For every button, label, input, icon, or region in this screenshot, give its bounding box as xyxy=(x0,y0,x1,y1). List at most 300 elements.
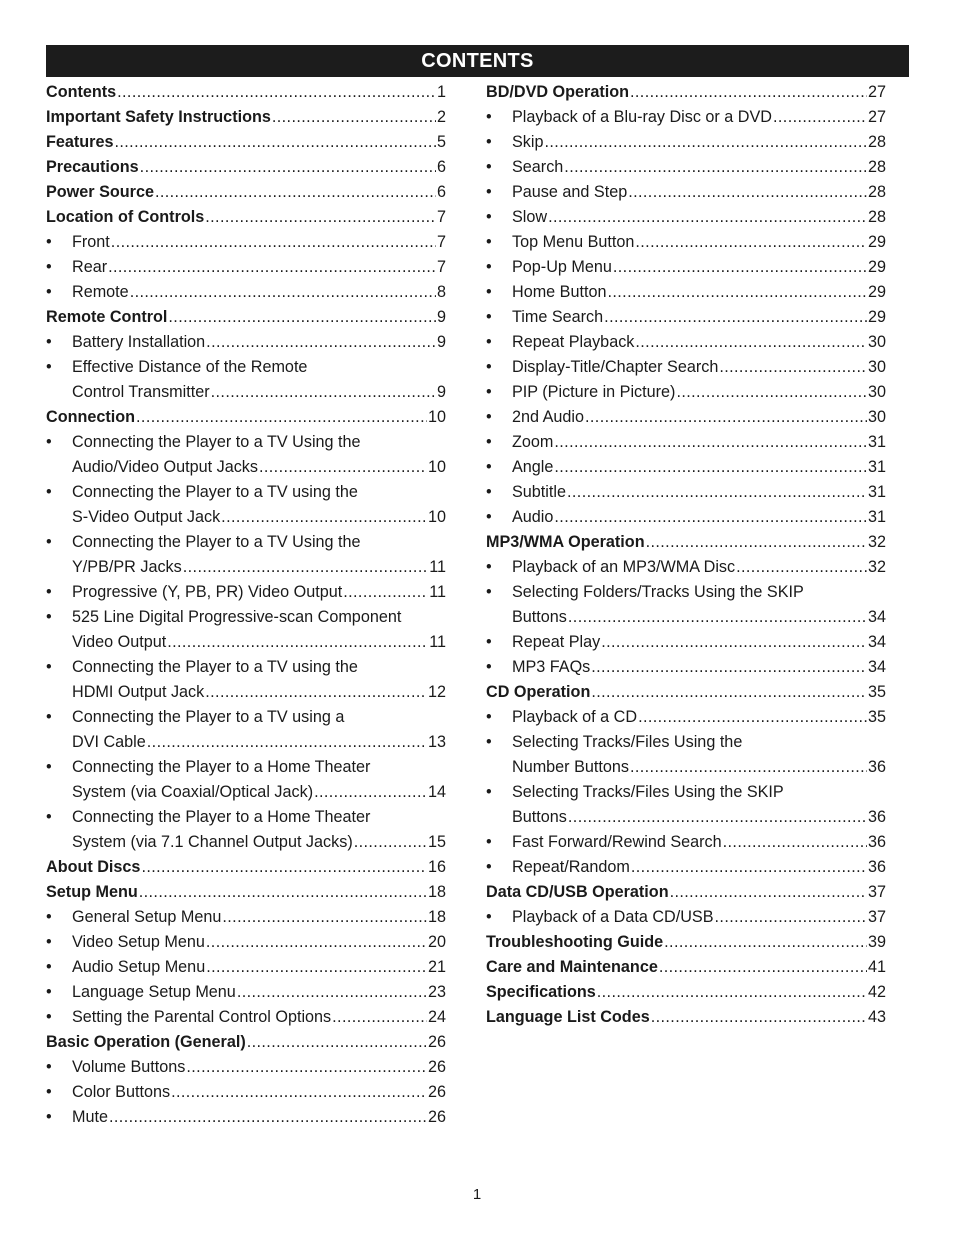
toc-page-number: 5 xyxy=(436,133,446,151)
toc-entry-label: Time Search xyxy=(512,308,604,326)
toc-subentry xyxy=(486,655,886,680)
toc-entry-label: Precautions xyxy=(46,158,139,176)
bullet-icon: • xyxy=(486,583,492,601)
toc-page-number: 30 xyxy=(867,383,886,401)
toc-entry-line xyxy=(72,930,446,955)
toc-entry-label: BD/DVD Operation xyxy=(486,83,630,101)
toc-entry-line xyxy=(72,580,446,605)
toc-section-entry xyxy=(46,130,446,155)
toc-page-number: 7 xyxy=(436,258,446,276)
dot-leader xyxy=(638,705,867,730)
toc-entry-label: Color Buttons xyxy=(72,1083,171,1101)
bullet-icon: • xyxy=(46,233,52,251)
toc-entry-label: Repeat/Random xyxy=(512,858,630,876)
toc-entry-label: Video Output xyxy=(72,633,167,651)
toc-entry-label: Battery Installation xyxy=(72,333,206,351)
toc-entry-line xyxy=(72,1055,446,1080)
dot-leader xyxy=(354,830,427,855)
dot-leader xyxy=(635,230,867,255)
dot-leader xyxy=(259,455,427,480)
dot-leader xyxy=(211,380,436,405)
bullet-icon: • xyxy=(486,183,492,201)
bullet-icon: • xyxy=(486,858,492,876)
toc-page-number: 34 xyxy=(867,608,886,626)
toc-section-entry xyxy=(486,980,886,1005)
dot-leader xyxy=(554,455,867,480)
toc-entry-label: Number Buttons xyxy=(512,758,629,776)
contents-header xyxy=(46,45,909,77)
toc-entry-line xyxy=(512,330,886,355)
toc-subentry xyxy=(486,280,886,305)
toc-subentry xyxy=(46,555,446,580)
toc-entry-label: Remote xyxy=(72,283,129,301)
toc-page-number: 35 xyxy=(867,683,886,701)
dot-leader xyxy=(601,630,867,655)
toc-subentry xyxy=(486,480,886,505)
bullet-icon: • xyxy=(46,658,52,676)
dot-leader xyxy=(664,930,867,955)
toc-entry-line xyxy=(512,380,886,405)
dot-leader xyxy=(545,130,867,155)
toc-subentry xyxy=(486,130,886,155)
toc-page-number: 29 xyxy=(867,283,886,301)
toc-page-number: 21 xyxy=(427,958,446,976)
toc-page-number: 28 xyxy=(867,133,886,151)
toc-subentry xyxy=(486,755,886,780)
toc-subentry xyxy=(486,805,886,830)
toc-subentry xyxy=(46,630,446,655)
toc-subentry xyxy=(46,780,446,805)
dot-leader xyxy=(719,355,867,380)
toc-entry-line xyxy=(512,480,886,505)
bullet-icon: • xyxy=(46,283,52,301)
toc-entry-label: Playback of a Blu-ray Disc or a DVD xyxy=(512,108,772,126)
dot-leader xyxy=(597,980,867,1005)
bullet-icon: • xyxy=(46,958,52,976)
dot-leader xyxy=(676,380,867,405)
toc-page-number: 20 xyxy=(427,933,446,951)
toc-entry-label: Zoom xyxy=(512,433,554,451)
toc-page-number: 29 xyxy=(867,308,886,326)
bullet-icon: • xyxy=(46,1083,52,1101)
toc-entry-line xyxy=(486,80,886,105)
toc-entry-label: Care and Maintenance xyxy=(486,958,658,976)
bullet-icon: • xyxy=(486,408,492,426)
dot-leader xyxy=(613,255,867,280)
toc-entry-line xyxy=(512,630,886,655)
toc-entry-line xyxy=(46,180,446,205)
toc-section-entry xyxy=(46,405,446,430)
toc-page-number: 26 xyxy=(427,1058,446,1076)
toc-subentry xyxy=(46,605,446,630)
toc-entry-line xyxy=(72,280,446,305)
toc-subentry xyxy=(486,405,886,430)
toc-entry-line xyxy=(512,555,886,580)
toc-subentry xyxy=(46,655,446,680)
toc-entry-label: Angle xyxy=(512,458,554,476)
bullet-icon: • xyxy=(46,933,52,951)
toc-entry-label: Power Source xyxy=(46,183,154,201)
toc-entry-line xyxy=(486,880,886,905)
dot-leader xyxy=(183,555,428,580)
toc-page-number: 27 xyxy=(867,108,886,126)
toc-subentry xyxy=(486,255,886,280)
bullet-icon: • xyxy=(46,1008,52,1026)
toc-entry-line xyxy=(46,1030,446,1055)
toc-entry-line xyxy=(46,80,446,105)
toc-entry-label: Playback of a Data CD/USB xyxy=(512,908,714,926)
toc-section-entry xyxy=(46,180,446,205)
toc-subentry xyxy=(46,680,446,705)
toc-entry-label: Progressive (Y, PB, PR) Video Output xyxy=(72,583,343,601)
toc-page-number: 14 xyxy=(427,783,446,801)
toc-entry-line xyxy=(486,1005,886,1030)
dot-leader xyxy=(631,855,867,880)
toc-section-entry xyxy=(486,955,886,980)
dot-leader xyxy=(205,205,436,230)
toc-page-number: 10 xyxy=(427,508,446,526)
toc-subentry xyxy=(46,1005,446,1030)
toc-entry-label: Buttons xyxy=(512,808,567,826)
toc-entry-label: Connecting the Player to a TV using a xyxy=(72,708,345,726)
bullet-icon: • xyxy=(486,158,492,176)
toc-subentry xyxy=(46,255,446,280)
toc-page-number: 30 xyxy=(867,333,886,351)
toc-page-number: 31 xyxy=(867,483,886,501)
toc-page-number: 27 xyxy=(867,83,886,101)
toc-entry-line xyxy=(486,930,886,955)
toc-page-number: 34 xyxy=(867,633,886,651)
dot-leader xyxy=(628,180,867,205)
toc-entry-line xyxy=(512,430,886,455)
bullet-icon: • xyxy=(46,1058,52,1076)
dot-leader xyxy=(186,1055,427,1080)
toc-entry-line xyxy=(72,505,446,530)
bullet-icon: • xyxy=(486,708,492,726)
toc-subentry xyxy=(46,905,446,930)
toc-entry-label: Connecting the Player to a Home Theater xyxy=(72,758,371,776)
toc-entry-label: Audio xyxy=(512,508,554,526)
toc-entry-line xyxy=(72,555,446,580)
toc-entry-line xyxy=(72,330,446,355)
toc-entry-label: System (via Coaxial/Optical Jack) xyxy=(72,783,314,801)
dot-leader xyxy=(139,880,427,905)
bullet-icon: • xyxy=(46,808,52,826)
toc-page-number: 7 xyxy=(436,208,446,226)
dot-leader xyxy=(773,105,867,130)
toc-entry-line xyxy=(72,780,446,805)
toc-entry-line xyxy=(72,1005,446,1030)
toc-page-number: 37 xyxy=(867,908,886,926)
dot-leader xyxy=(630,80,867,105)
toc-subentry xyxy=(486,630,886,655)
toc-entry-label: Y/PB/PR Jacks xyxy=(72,558,182,576)
dot-leader xyxy=(646,530,867,555)
toc-page-number: 30 xyxy=(867,358,886,376)
dot-leader xyxy=(343,580,428,605)
toc-entry-label: Pause and Step xyxy=(512,183,628,201)
dot-leader xyxy=(567,480,867,505)
bullet-icon: • xyxy=(486,483,492,501)
toc-entry-label: Top Menu Button xyxy=(512,233,635,251)
toc-subentry xyxy=(486,555,886,580)
toc-subentry xyxy=(46,230,446,255)
toc-entry-label: MP3 FAQs xyxy=(512,658,591,676)
toc-entry-line xyxy=(512,230,886,255)
toc-page-number: 13 xyxy=(427,733,446,751)
toc-page-number: 31 xyxy=(867,458,886,476)
toc-subentry xyxy=(46,280,446,305)
toc-entry-line xyxy=(512,605,886,630)
toc-entry-line xyxy=(486,980,886,1005)
bullet-icon: • xyxy=(46,533,52,551)
toc-entry-line xyxy=(46,130,446,155)
bullet-icon: • xyxy=(486,508,492,526)
dot-leader xyxy=(332,1005,427,1030)
toc-subentry xyxy=(46,955,446,980)
toc-page-number: 10 xyxy=(427,458,446,476)
toc-page-number: 28 xyxy=(867,158,886,176)
toc-entry-label: System (via 7.1 Channel Output Jacks) xyxy=(72,833,353,851)
page-number: 1 xyxy=(472,1186,482,1203)
toc-entry-label: MP3/WMA Operation xyxy=(486,533,645,551)
toc-entry-line xyxy=(512,355,886,380)
toc-entry-line xyxy=(46,405,446,430)
bullet-icon: • xyxy=(46,983,52,1001)
bullet-icon: • xyxy=(486,633,492,651)
toc-entry-line xyxy=(512,155,886,180)
toc-entry-line xyxy=(512,505,886,530)
toc-entry-label: Specifications xyxy=(486,983,596,1001)
bullet-icon: • xyxy=(486,383,492,401)
toc-entry-label: Skip xyxy=(512,133,544,151)
toc-entry-label: DVI Cable xyxy=(72,733,146,751)
toc-entry-label: Connecting the Player to a Home Theater xyxy=(72,808,371,826)
toc-entry-line xyxy=(46,880,446,905)
toc-entry-line xyxy=(72,1105,446,1130)
toc-subentry xyxy=(486,780,886,805)
dot-leader xyxy=(607,280,867,305)
toc-page-number: 6 xyxy=(436,183,446,201)
dot-leader xyxy=(651,1005,867,1030)
toc-page-number: 31 xyxy=(867,508,886,526)
toc-entry-label: Video Setup Menu xyxy=(72,933,205,951)
toc-subentry xyxy=(486,580,886,605)
toc-page-number: 26 xyxy=(427,1033,446,1051)
toc-entry-label: Rear xyxy=(72,258,108,276)
toc-entry-line xyxy=(512,855,886,880)
toc-page-number: 16 xyxy=(427,858,446,876)
toc-section-entry xyxy=(486,1005,886,1030)
toc-page-number: 18 xyxy=(427,883,446,901)
bullet-icon: • xyxy=(486,308,492,326)
toc-subentry xyxy=(46,1055,446,1080)
dot-leader xyxy=(168,305,436,330)
toc-entry-label: Volume Buttons xyxy=(72,1058,186,1076)
toc-entry-label: CD Operation xyxy=(486,683,591,701)
toc-entry-line xyxy=(72,830,446,855)
dot-leader xyxy=(205,680,427,705)
toc-entry-label: Troubleshooting Guide xyxy=(486,933,664,951)
toc-entry-line xyxy=(72,680,446,705)
dot-leader xyxy=(715,905,867,930)
toc-entry-label: About Discs xyxy=(46,858,141,876)
toc-page-number: 42 xyxy=(867,983,886,1001)
toc-right-column xyxy=(486,80,886,1030)
bullet-icon: • xyxy=(486,208,492,226)
toc-subentry xyxy=(46,830,446,855)
dot-leader xyxy=(585,405,867,430)
toc-entry-line xyxy=(512,830,886,855)
toc-page-number: 1 xyxy=(436,83,446,101)
toc-entry-label: Repeat Playback xyxy=(512,333,635,351)
toc-section-entry xyxy=(486,530,886,555)
toc-page-number: 43 xyxy=(867,1008,886,1026)
dot-leader xyxy=(554,505,867,530)
toc-entry-line xyxy=(512,305,886,330)
dot-leader xyxy=(548,205,867,230)
toc-entry-line xyxy=(72,255,446,280)
toc-entry-line xyxy=(512,905,886,930)
toc-subentry xyxy=(46,530,446,555)
toc-entry-line xyxy=(486,680,886,705)
toc-page-number: 39 xyxy=(867,933,886,951)
toc-entry-label: HDMI Output Jack xyxy=(72,683,205,701)
toc-entry-line xyxy=(46,105,446,130)
toc-entry-line xyxy=(512,755,886,780)
toc-section-entry xyxy=(46,105,446,130)
toc-entry-label: PIP (Picture in Picture) xyxy=(512,383,676,401)
toc-subentry xyxy=(486,355,886,380)
dot-leader xyxy=(141,855,427,880)
toc-section-entry xyxy=(46,880,446,905)
toc-entry-label: Audio/Video Output Jacks xyxy=(72,458,258,476)
toc-entry-line xyxy=(46,855,446,880)
toc-page-number: 26 xyxy=(427,1083,446,1101)
toc-entry-label: Mute xyxy=(72,1108,108,1126)
toc-entry-label: Selecting Folders/Tracks Using the SKIP xyxy=(512,583,804,601)
dot-leader xyxy=(117,80,436,105)
dot-leader xyxy=(111,230,436,255)
bullet-icon: • xyxy=(486,908,492,926)
dot-leader xyxy=(604,305,867,330)
toc-entry-label: Pop-Up Menu xyxy=(512,258,612,276)
toc-entry-label: S-Video Output Jack xyxy=(72,508,221,526)
dot-leader xyxy=(136,405,427,430)
toc-page-number: 36 xyxy=(867,758,886,776)
toc-entry-label: Connecting the Player to a TV using the xyxy=(72,483,358,501)
toc-subentry xyxy=(486,380,886,405)
toc-entry-line xyxy=(512,280,886,305)
dot-leader xyxy=(222,905,427,930)
toc-page-number: 11 xyxy=(429,633,446,651)
contents-title: CONTENTS xyxy=(421,50,534,72)
bullet-icon: • xyxy=(486,833,492,851)
toc-subentry xyxy=(486,455,886,480)
toc-page-number: 18 xyxy=(427,908,446,926)
toc-subentry xyxy=(46,330,446,355)
toc-section-entry xyxy=(486,930,886,955)
dot-leader xyxy=(155,180,436,205)
toc-entry-label: Home Button xyxy=(512,283,607,301)
toc-subentry xyxy=(486,855,886,880)
toc-subentry xyxy=(486,705,886,730)
toc-section-entry xyxy=(46,305,446,330)
toc-page-number: 6 xyxy=(436,158,446,176)
bullet-icon: • xyxy=(486,658,492,676)
toc-subentry xyxy=(46,755,446,780)
toc-page-number: 9 xyxy=(436,308,446,326)
dot-leader xyxy=(314,780,427,805)
bullet-icon: • xyxy=(486,333,492,351)
toc-page-number: 37 xyxy=(867,883,886,901)
toc-entry-line xyxy=(512,405,886,430)
toc-entry-label: Front xyxy=(72,233,110,251)
toc-left-column xyxy=(46,80,446,1130)
toc-section-entry xyxy=(46,855,446,880)
dot-leader xyxy=(206,955,427,980)
toc-page-number: 29 xyxy=(867,233,886,251)
toc-subentry xyxy=(486,205,886,230)
dot-leader xyxy=(272,105,436,130)
toc-entry-label: Data CD/USB Operation xyxy=(486,883,669,901)
dot-leader xyxy=(114,130,436,155)
bullet-icon: • xyxy=(46,908,52,926)
bullet-icon: • xyxy=(46,433,52,451)
toc-subentry xyxy=(486,305,886,330)
toc-page-number: 41 xyxy=(867,958,886,976)
toc-entry-label: General Setup Menu xyxy=(72,908,222,926)
toc-entry-label: Effective Distance of the Remote xyxy=(72,358,308,376)
toc-entry-line xyxy=(72,730,446,755)
bullet-icon: • xyxy=(46,483,52,501)
dot-leader xyxy=(591,655,867,680)
toc-entry-line xyxy=(512,105,886,130)
toc-entry-label: Basic Operation (General) xyxy=(46,1033,246,1051)
toc-page-number: 26 xyxy=(427,1108,446,1126)
toc-entry-label: Location of Controls xyxy=(46,208,205,226)
toc-page-number: 35 xyxy=(867,708,886,726)
toc-entry-label: 525 Line Digital Progressive-scan Component xyxy=(72,608,402,626)
toc-section-entry xyxy=(46,205,446,230)
toc-subentry xyxy=(486,905,886,930)
toc-subentry xyxy=(486,505,886,530)
toc-entry-line xyxy=(46,205,446,230)
toc-subentry xyxy=(46,480,446,505)
toc-section-entry xyxy=(46,155,446,180)
bullet-icon: • xyxy=(486,558,492,576)
toc-page-number: 32 xyxy=(867,558,886,576)
toc-page-number: 28 xyxy=(867,208,886,226)
toc-subentry xyxy=(486,180,886,205)
bullet-icon: • xyxy=(486,783,492,801)
toc-section-entry xyxy=(486,80,886,105)
toc-entry-line xyxy=(72,980,446,1005)
toc-entry-label: Playback of an MP3/WMA Disc xyxy=(512,558,736,576)
toc-subentry xyxy=(46,505,446,530)
dot-leader xyxy=(108,255,436,280)
toc-entry-line xyxy=(512,255,886,280)
toc-subentry xyxy=(486,830,886,855)
toc-entry-label: Fast Forward/Rewind Search xyxy=(512,833,722,851)
toc-entry-label: Slow xyxy=(512,208,548,226)
dot-leader xyxy=(237,980,427,1005)
toc-page-number: 23 xyxy=(427,983,446,1001)
toc-page-number: 32 xyxy=(867,533,886,551)
bullet-icon: • xyxy=(46,708,52,726)
toc-subentry xyxy=(46,730,446,755)
bullet-icon: • xyxy=(486,358,492,376)
